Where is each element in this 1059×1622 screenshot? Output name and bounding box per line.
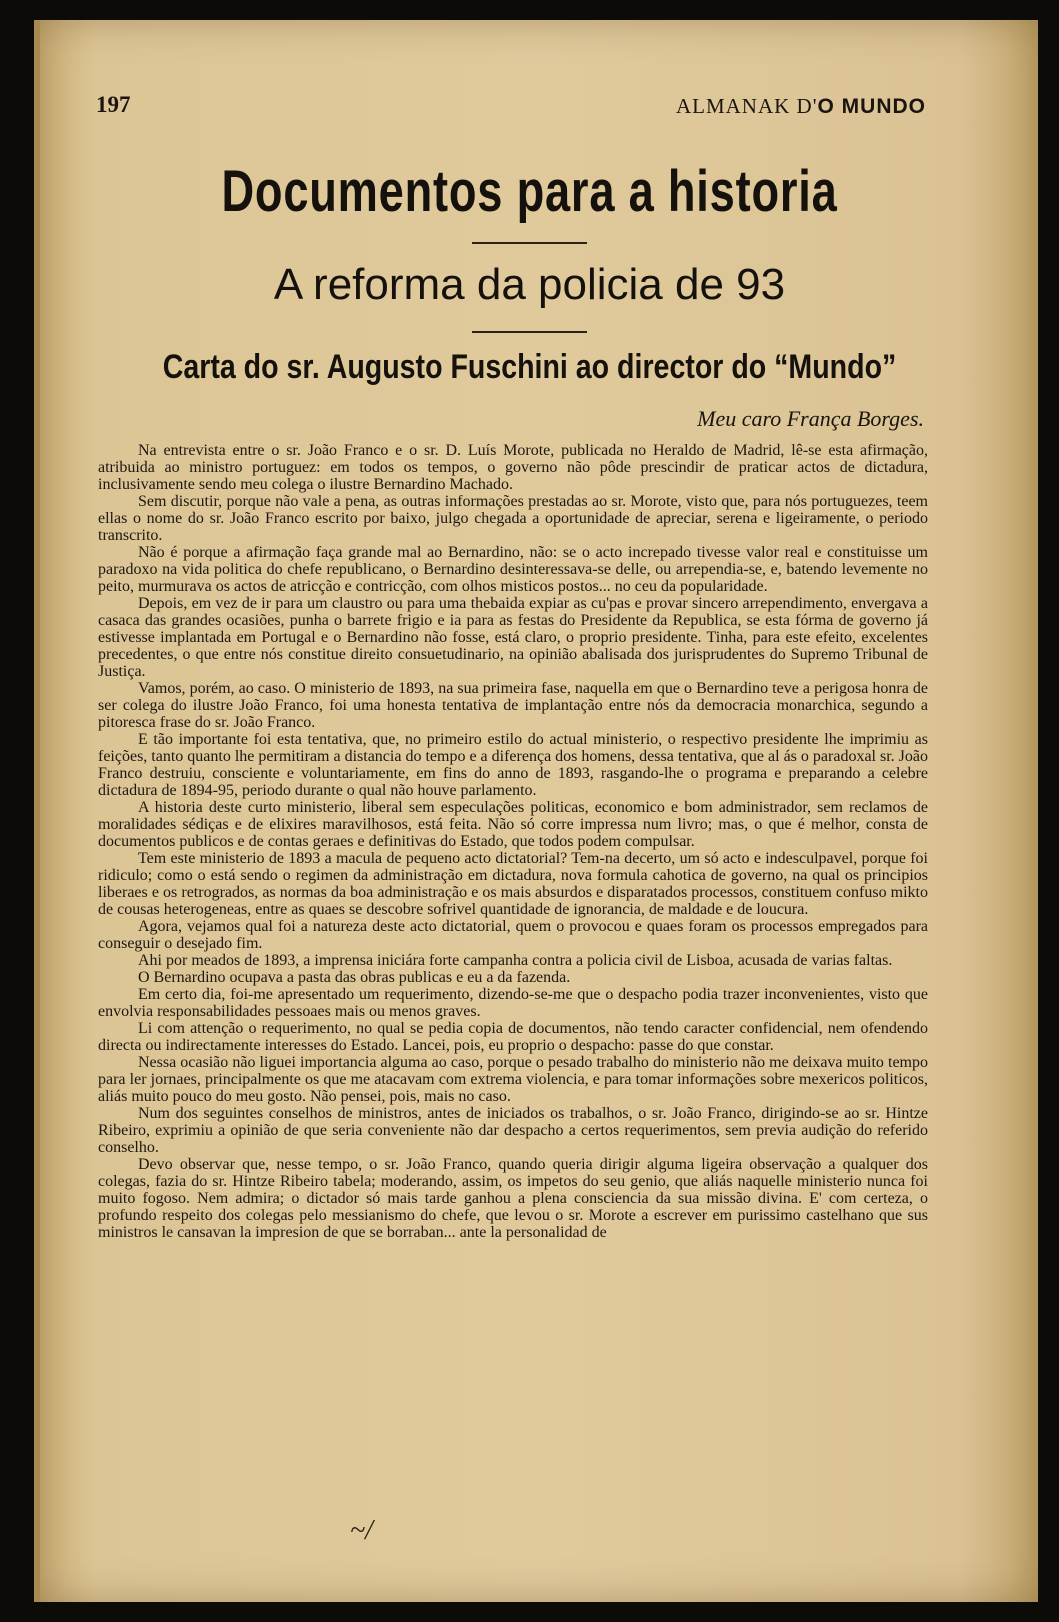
page-header (96, 92, 926, 122)
paragraph: Tem este ministerio de 1893 a macula de pequeno acto dictatorial? Tem-na decerto, um só acto e indesculpavel, porque foi ridiculo; como o está sendo o regimen da administração em dictadura, nova formula cahotica de governo, na qual os principios liberaes e os retrogrados, as normas da boa administração e os mais absurdos e disparatados processos, constituem confuso mikto de cousas heterogeneas, entre as quaes se descobre sofrivel quantidade de ignorancia, de maldade e de loucura. (98, 850, 928, 918)
running-title-prefix: ALMANAK D' (675, 94, 818, 118)
paragraph: O Bernardino ocupava a pasta das obras publicas e eu a da fazenda. (138, 969, 571, 986)
article-body (98, 442, 928, 1518)
paragraph: Em certo dia, foi-me apresentado um requerimento, dizendo-se-me que o despacho podia trazer inconvenientes, visto que envolvia responsabilidades pessoaes mais ou menos graves. (98, 986, 928, 1020)
paragraph: Depois, em vez de ir para um claustro ou para uma thebaida expiar as cu'pas e provar sincero arrependimento, envergava a casaca das grandes ocasiões, punha o barrete frigio e ia para as festas do Presidente da Republica, se esta fórma de governo já estivesse implantada em Portugal e o Bernardino não fosse, está claro, o proprio presidente. Tinha, para este efeito, excelentes precedentes, o que entre nós constitue direito consuetudinario, na opinião abalisada dos jurisprudentes do Supremo Tribunal de Justiça. (98, 595, 928, 680)
paragraph: Sem discutir, porque não vale a pena, as outras informações prestadas ao sr. Morote, visto que, para nós portuguezes, teem ellas o nome do sr. João Franco escrito por baixo, julgo chegada a oportunidade de apreciar, serena e ligeiramente, o periodo transcrito. (98, 493, 928, 544)
article-subtitle: A reforma da policia de 93 (273, 260, 786, 309)
paragraph: A historia deste curto ministerio, liberal sem especulações politicas, economico e bom administrador, sem reclamos de moralidades sédiças e de elixires maravilhosos, está feita. Não só corre impressa num livro; mas, o que é melhor, consta de documentos publicos e de contas geraes e definitivas do Estado, que todos podem compulsar. (98, 799, 928, 850)
paragraph: Vamos, porém, ao caso. O ministerio de 1893, na sua primeira fase, naquella em que o Bernardino teve a perigosa honra de ser colega do ilustre João Franco, foi uma honesta tentativa de implantação entre nós da democracia monarchica, segundo a pitoresca frase do sr. João Franco. (98, 680, 928, 731)
pen-mark: ~/ (350, 1515, 373, 1546)
page-fold-shadow (34, 20, 40, 1602)
paragraph: Na entrevista entre o sr. João Franco e o sr. D. Luís Morote, publicada no Heraldo de Madrid, lê-se esta afirmação, atribuida ao ministro portuguez: em todos os tempos, o governo não pôde prescindir de praticar actos de dictadura, inclusivamente sendo meu colega o ilustre Bernardino Machado. (98, 442, 928, 493)
article-heading: Carta do sr. Augusto Fuschini ao director do “Mundo” (162, 348, 897, 386)
running-title-brand: O MUNDO (817, 95, 926, 118)
letter-salutation: Meu caro França Borges. (697, 406, 924, 431)
running-title (676, 94, 926, 119)
paragraph: E tão importante foi esta tentativa, que, no primeiro estilo do actual ministerio, o respectivo presidente lhe imprimiu as feições, tanto quanto lhe permitiram a distancia do tempo e a diferença dos homens, dessa tentativa, que al ás o paradoxal sr. João Franco destruiu, consciente e voluntariamente, em fins do anno de 1893, rasgando-lhe o programa e preparando a celebre dictadura de 1894-95, periodo durante o qual não houve parlamento. (98, 731, 928, 799)
paragraph: Ahi por meados de 1893, a imprensa iniciára forte campanha contra a policia civil de Lisboa, acusada de varias faltas. (138, 952, 893, 969)
article-title: Documentos para a historia (221, 159, 838, 224)
paragraph: Li com attenção o requerimento, no qual se pedia copia de documentos, não tendo caracter confidencial, nem ofendendo directa ou indirectamente interesses do Estado. Lancei, pois, eu proprio o despacho: passe do que constar. (98, 1020, 928, 1054)
paragraph: Nessa ocasião não liguei importancia alguma ao caso, porque o pesado trabalho do ministerio não me deixava muito tempo para ler jornaes, principalmente os que me atacavam com extrema violencia, e para tomar informações sobre mexericos politicos, aliás muito pouco do meu gosto. Não pensei, pois, mais no caso. (98, 1054, 928, 1105)
subtitle-divider (472, 331, 587, 333)
paragraph: Devo observar que, nesse tempo, o sr. João Franco, quando queria dirigir alguma ligeira observação a qualquer dos colegas, fazia do sr. Hintze Ribeiro tabela; moderando, assim, os impetos do seu genio, que aliás naquelle ministerio nunca foi muito fogoso. Nem admira; o dictador só mais tarde ganhou a plena consciencia da sua missão divina. E' com certeza, o profundo respeito dos colegas pelo messianismo do chefe, que levou o sr. Morote a escrever em purissimo castelhano que sus ministros le cansavan la impresion de que se borraban... ante la personalidad de (98, 1156, 928, 1241)
paragraph: Agora, vejamos qual foi a natureza deste acto dictatorial, quem o provocou e quaes foram os processos empregados para conseguir o desejado fim. (98, 918, 928, 952)
paragraph: Não é porque a afirmação faça grande mal ao Bernardino, não: se o acto increpado tivesse valor real e constituisse um paradoxo na vida politica do chefe republicano, o Bernardino desinteressava-se delle, ou arrependia-se, e, batendo levemente no peito, murmurava os actos de atricção e contricção, com olhos misticos postos... no ceu da popularidade. (98, 544, 928, 595)
page-number: 197 (96, 92, 131, 117)
title-divider (472, 242, 587, 244)
paragraph: Num dos seguintes conselhos de ministros, antes de iniciados os trabalhos, o sr. João Franco, dirigindo-se ao sr. Hintze Ribeiro, exprimiu a opinião de que seria conveniente não dar despacho a certos requerimentos, sem previa audição do referido conselho. (98, 1105, 928, 1156)
